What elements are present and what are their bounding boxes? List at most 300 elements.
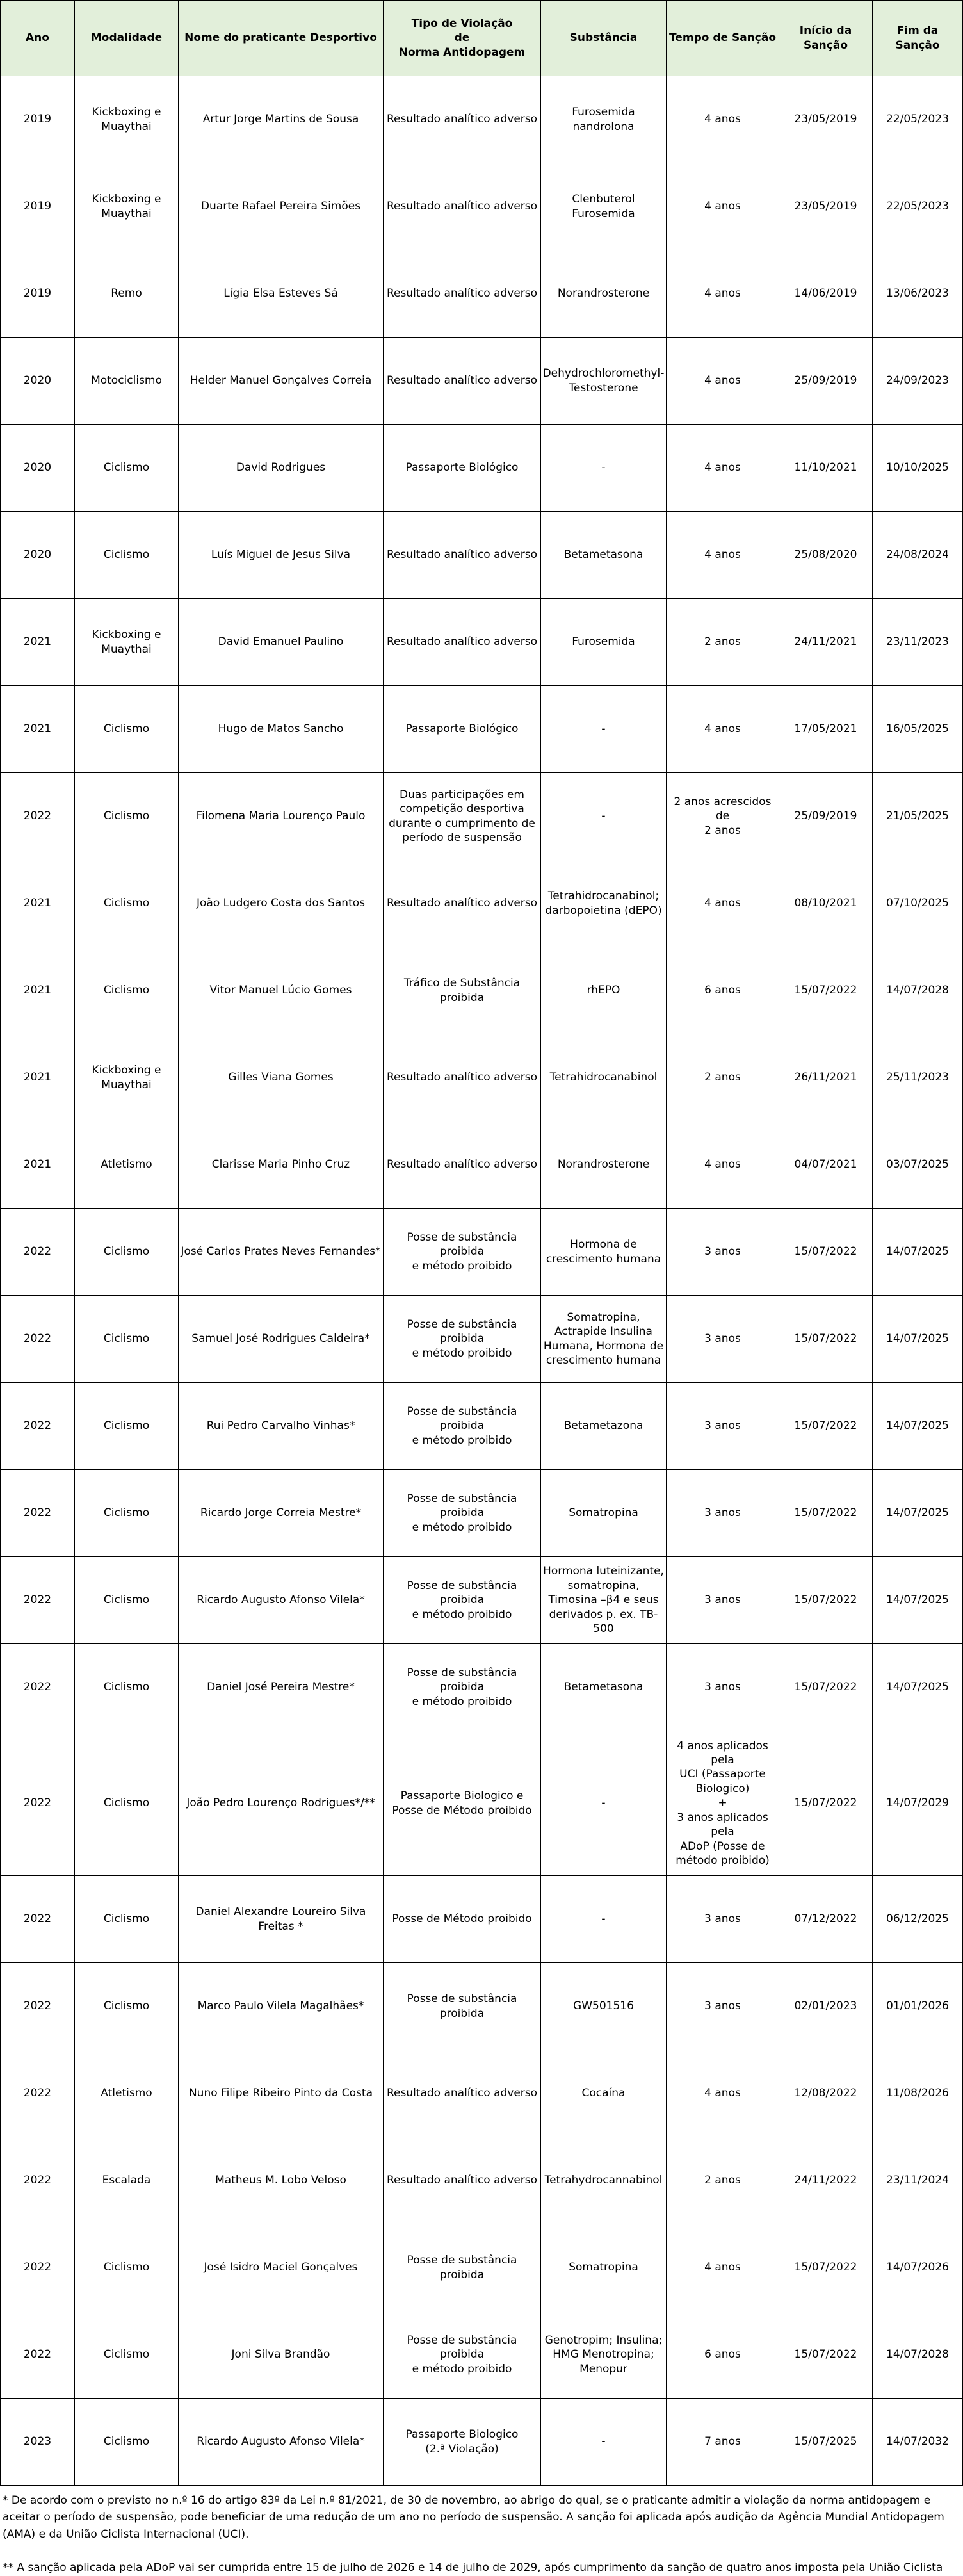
header-sport: Modalidade: [75, 1, 179, 76]
cell-sanction-end-text: 14/07/2025: [886, 1245, 949, 1259]
cell-sanction-length-text: 4 anos: [704, 200, 741, 213]
cell-year: [1, 1557, 75, 1644]
cell-violation-type-text: Passaporte Biologico (2.ª Violação): [405, 2428, 519, 2456]
cell-year: [1, 1644, 75, 1731]
cell-athlete-name-text: Nuno Filipe Ribeiro Pinto da Costa: [188, 2087, 373, 2100]
cell-sanction-start: [779, 338, 873, 425]
cell-sanction-length: [667, 1121, 779, 1209]
cell-sport-text: Ciclismo: [103, 810, 150, 823]
cell-sanction-end: [873, 2311, 963, 2399]
table-row: [1, 1557, 963, 1644]
cell-year: [1, 2137, 75, 2224]
cell-violation-type-text: Posse de substância proibida e método proibido: [407, 1492, 517, 1534]
cell-year-text: 2022: [23, 810, 52, 823]
cell-substance-text: Norandrosterone: [557, 287, 650, 300]
cell-substance: [541, 76, 667, 163]
cell-violation-type: [384, 1963, 541, 2050]
table-row: [1, 1034, 963, 1121]
cell-sanction-end: [873, 425, 963, 512]
cell-year-text: 2022: [23, 2348, 52, 2361]
cell-violation-type: [384, 2399, 541, 2486]
cell-substance: [541, 686, 667, 773]
cell-athlete-name-text: Samuel José Rodrigues Caldeira*: [191, 1332, 370, 1346]
cell-violation-type-text: Passaporte Biológico: [405, 461, 519, 475]
cell-year-text: 2022: [23, 1245, 52, 1259]
cell-year-text: 2021: [23, 1158, 52, 1171]
cell-year-text: 2019: [23, 113, 52, 126]
cell-violation-type-text: Resultado analítico adverso: [386, 548, 538, 562]
cell-sanction-start-text: 15/07/2022: [794, 2348, 857, 2361]
table-row: [1, 1470, 963, 1557]
cell-sport-text: Ciclismo: [103, 2348, 150, 2361]
cell-sanction-start-text: 15/07/2022: [794, 2261, 857, 2274]
cell-sport: [75, 1963, 179, 2050]
cell-substance-text: -: [601, 1797, 606, 1810]
cell-violation-type-text: Resultado analítico adverso: [386, 2087, 538, 2100]
cell-year-text: 2022: [23, 1419, 52, 1433]
cell-year-text: 2022: [23, 1506, 52, 1520]
cell-substance-text: Somatropina: [569, 2261, 638, 2274]
cell-sanction-length-text: 3 anos: [704, 1594, 741, 1607]
cell-athlete-name: [179, 2399, 384, 2486]
cell-athlete-name: [179, 1557, 384, 1644]
cell-sanction-end: [873, 338, 963, 425]
cell-violation-type-text: Resultado analítico adverso: [386, 200, 538, 213]
cell-year-text: 2022: [23, 2261, 52, 2274]
cell-sport: [75, 1121, 179, 1209]
cell-violation-type: [384, 1296, 541, 1383]
cell-year-text: 2020: [23, 548, 52, 562]
cell-sanction-length-text: 2 anos: [704, 2174, 741, 2187]
cell-sport-text: Remo: [111, 287, 142, 300]
table-row: [1, 2137, 963, 2224]
cell-sanction-end-text: 24/08/2024: [886, 548, 949, 562]
header-sanction-start: Início da Sanção: [779, 1, 873, 76]
cell-sanction-end-text: 06/12/2025: [886, 1912, 949, 1926]
cell-sanction-length-text: 6 anos: [704, 984, 741, 997]
cell-sanction-start-text: 25/08/2020: [794, 548, 857, 562]
cell-year: [1, 947, 75, 1034]
footnote-single-asterisk: * De acordo com o previsto no n.º 16 do artigo 83º da Lei n.º 81/2021, de 30 de novembro, ao abrigo do qual, se o praticante admitir a violação da norma antidopagem e aceitar o período de suspensão, pode beneficiar de uma redução de um ano no período de suspensão. A sanção foi aplicada após audição da Agência Mundial Antidopagem (AMA) e da União Ciclista Internacional (UCI).: [3, 2494, 944, 2541]
cell-year: [1, 425, 75, 512]
cell-sanction-start-text: 26/11/2021: [794, 1071, 857, 1084]
cell-violation-type: [384, 1470, 541, 1557]
cell-year-text: 2022: [23, 1681, 52, 1694]
cell-sport: [75, 773, 179, 860]
cell-substance-text: Somatropina: [569, 1506, 638, 1520]
cell-sanction-start: [779, 1470, 873, 1557]
cell-athlete-name-text: Lígia Elsa Esteves Sá: [223, 287, 338, 300]
table-row: [1, 1209, 963, 1296]
cell-sanction-start: [779, 1034, 873, 1121]
cell-sanction-start-text: 15/07/2022: [794, 984, 857, 997]
cell-sanction-start: [779, 512, 873, 599]
cell-sanction-length-text: 3 anos: [704, 1912, 741, 1926]
table-row: [1, 599, 963, 686]
cell-athlete-name-text: José Carlos Prates Neves Fernandes*: [181, 1245, 381, 1259]
cell-substance: [541, 1557, 667, 1644]
cell-sanction-length: [667, 1963, 779, 2050]
cell-sport-text: Atletismo: [101, 1158, 152, 1171]
header-sanction-end: Fim da Sanção: [873, 1, 963, 76]
table-row: [1, 512, 963, 599]
cell-sport-text: Ciclismo: [103, 1797, 150, 1810]
cell-sport: [75, 1383, 179, 1470]
cell-sanction-start-text: 24/11/2021: [794, 635, 857, 649]
cell-athlete-name-text: Artur Jorge Martins de Sousa: [202, 113, 359, 126]
cell-sport: [75, 2050, 179, 2137]
cell-athlete-name: [179, 1296, 384, 1383]
cell-sport-text: Ciclismo: [103, 1419, 150, 1433]
cell-sanction-start: [779, 1963, 873, 2050]
cell-year: [1, 1731, 75, 1876]
cell-athlete-name-text: Joni Silva Brandão: [231, 2348, 330, 2361]
cell-substance: [541, 2050, 667, 2137]
cell-athlete-name-text: Duarte Rafael Pereira Simões: [200, 200, 361, 213]
cell-sanction-length: [667, 2224, 779, 2311]
cell-violation-type: [384, 425, 541, 512]
cell-athlete-name-text: Gilles Viana Gomes: [228, 1071, 334, 1084]
cell-athlete-name: [179, 250, 384, 338]
cell-athlete-name-text: Ricardo Jorge Correia Mestre*: [200, 1506, 362, 1520]
cell-sanction-end-text: 14/07/2025: [886, 1594, 949, 1607]
cell-sanction-start-text: 17/05/2021: [794, 722, 857, 736]
cell-violation-type-text: Posse de substância proibida: [407, 2254, 517, 2281]
cell-athlete-name-text: Filomena Maria Lourenço Paulo: [196, 810, 366, 823]
header-athlete-name: Nome do praticante Desportivo: [179, 1, 384, 76]
cell-athlete-name: [179, 1034, 384, 1121]
cell-year: [1, 1296, 75, 1383]
cell-athlete-name: [179, 1963, 384, 2050]
cell-substance: [541, 773, 667, 860]
cell-year: [1, 2311, 75, 2399]
cell-sanction-length: [667, 1876, 779, 1963]
cell-sanction-start-text: 15/07/2025: [794, 2435, 857, 2449]
cell-sanction-end-text: 14/07/2028: [886, 2348, 949, 2361]
header-row: [1, 1, 963, 76]
cell-sanction-length: [667, 860, 779, 947]
cell-sport: [75, 1034, 179, 1121]
cell-sanction-start: [779, 1644, 873, 1731]
cell-violation-type: [384, 1731, 541, 1876]
cell-substance: [541, 947, 667, 1034]
table-row: [1, 163, 963, 250]
cell-substance: [541, 1963, 667, 2050]
cell-sport-text: Ciclismo: [103, 2000, 150, 2013]
cell-year-text: 2021: [23, 897, 52, 910]
cell-sanction-length: [667, 250, 779, 338]
cell-sanction-length: [667, 1383, 779, 1470]
cell-substance: [541, 1876, 667, 1963]
cell-sanction-start: [779, 425, 873, 512]
cell-sanction-length: [667, 686, 779, 773]
cell-sanction-length-text: 3 anos: [704, 2000, 741, 2013]
cell-sanction-start: [779, 947, 873, 1034]
cell-athlete-name-text: Hugo de Matos Sancho: [218, 722, 344, 736]
cell-year: [1, 512, 75, 599]
cell-sanction-start-text: 15/07/2022: [794, 1797, 857, 1810]
cell-sanction-length: [667, 1557, 779, 1644]
cell-violation-type: [384, 1557, 541, 1644]
cell-violation-type: [384, 947, 541, 1034]
cell-sport-text: Motociclismo: [91, 374, 162, 387]
cell-sport: [75, 1644, 179, 1731]
cell-sanction-length-text: 2 anos: [704, 1071, 741, 1084]
cell-substance: [541, 425, 667, 512]
cell-sanction-start: [779, 2311, 873, 2399]
cell-sanction-length: [667, 1034, 779, 1121]
cell-year: [1, 1383, 75, 1470]
cell-sport: [75, 1296, 179, 1383]
cell-sport: [75, 599, 179, 686]
cell-sport-text: Ciclismo: [103, 984, 150, 997]
cell-sport-text: Ciclismo: [103, 2261, 150, 2274]
cell-sport: [75, 338, 179, 425]
cell-violation-type-text: Resultado analítico adverso: [386, 287, 538, 300]
cell-sport-text: Ciclismo: [103, 1681, 150, 1694]
cell-sanction-end-text: 22/05/2023: [886, 113, 949, 126]
cell-substance-text: GW501516: [573, 2000, 634, 2013]
cell-sanction-end: [873, 773, 963, 860]
cell-sanction-start-text: 15/07/2022: [794, 1681, 857, 1694]
cell-sanction-start: [779, 1876, 873, 1963]
cell-athlete-name: [179, 773, 384, 860]
table-row: [1, 1963, 963, 2050]
cell-violation-type: [384, 2050, 541, 2137]
cell-substance-text: Norandrosterone: [557, 1158, 650, 1171]
cell-sanction-end-text: 10/10/2025: [886, 461, 949, 475]
cell-sanction-length: [667, 1209, 779, 1296]
cell-violation-type: [384, 773, 541, 860]
cell-violation-type-text: Resultado analítico adverso: [386, 2174, 538, 2187]
cell-violation-type: [384, 2137, 541, 2224]
cell-violation-type: [384, 1209, 541, 1296]
cell-sanction-start: [779, 599, 873, 686]
table-body: [1, 76, 963, 2486]
cell-sanction-start-text: 25/09/2019: [794, 810, 857, 823]
cell-sanction-length: [667, 1470, 779, 1557]
cell-year: [1, 1209, 75, 1296]
header-year: Ano: [1, 1, 75, 76]
cell-sanction-start: [779, 2050, 873, 2137]
cell-sport-text: Ciclismo: [103, 897, 150, 910]
table-row: [1, 773, 963, 860]
cell-sanction-end-text: 13/06/2023: [886, 287, 949, 300]
cell-substance-text: Betametasona: [563, 548, 643, 562]
cell-sanction-length-text: 4 anos aplicados pela UCI (Passaporte Biologico) + 3 anos aplicados pela ADoP (Posse de método proibido): [676, 1739, 770, 1868]
cell-sport-text: Ciclismo: [103, 461, 150, 475]
cell-sanction-start: [779, 860, 873, 947]
cell-sanction-start-text: 15/07/2022: [794, 1594, 857, 1607]
cell-year-text: 2019: [23, 287, 52, 300]
cell-sanction-end: [873, 686, 963, 773]
cell-sanction-end-text: 14/07/2025: [886, 1419, 949, 1433]
cell-sanction-length-text: 2 anos acrescidos de 2 anos: [674, 795, 772, 837]
cell-year-text: 2022: [23, 2174, 52, 2187]
cell-sanction-end: [873, 1876, 963, 1963]
header-substance: Substância: [541, 1, 667, 76]
cell-violation-type: [384, 338, 541, 425]
cell-athlete-name: [179, 512, 384, 599]
cell-substance: [541, 1470, 667, 1557]
cell-violation-type-text: Resultado analítico adverso: [386, 113, 538, 126]
cell-substance: [541, 512, 667, 599]
cell-substance-text: Hormona de crescimento humana: [546, 1238, 661, 1266]
cell-sanction-start: [779, 76, 873, 163]
cell-violation-type: [384, 1121, 541, 1209]
table-header: [1, 1, 963, 76]
cell-sport-text: Escalada: [102, 2174, 151, 2187]
cell-sanction-end: [873, 2399, 963, 2486]
cell-year: [1, 1876, 75, 1963]
cell-sanction-start-text: 15/07/2022: [794, 1245, 857, 1259]
cell-substance-text: -: [601, 461, 606, 475]
table-row: [1, 2050, 963, 2137]
cell-sport: [75, 1470, 179, 1557]
cell-sanction-end: [873, 1963, 963, 2050]
cell-year: [1, 2224, 75, 2311]
cell-year: [1, 773, 75, 860]
cell-sport: [75, 250, 179, 338]
cell-year: [1, 163, 75, 250]
cell-substance-text: Tetrahydrocannabinol: [544, 2174, 663, 2187]
cell-sanction-start-text: 12/08/2022: [794, 2087, 857, 2100]
cell-sport-text: Ciclismo: [103, 722, 150, 736]
cell-sport-text: Ciclismo: [103, 1332, 150, 1346]
cell-sanction-length-text: 3 anos: [704, 1245, 741, 1259]
header-violation-type: Tipo de Violação de Norma Antidopagem: [384, 1, 541, 76]
cell-sport: [75, 947, 179, 1034]
cell-sanction-start-text: 25/09/2019: [794, 374, 857, 387]
cell-year: [1, 2050, 75, 2137]
cell-substance: [541, 1296, 667, 1383]
cell-sanction-start: [779, 2137, 873, 2224]
cell-year-text: 2021: [23, 635, 52, 649]
table-row: [1, 1383, 963, 1470]
cell-sanction-start-text: 15/07/2022: [794, 1506, 857, 1520]
cell-athlete-name-text: João Pedro Lourenço Rodrigues*/**: [186, 1797, 375, 1810]
cell-year-text: 2021: [23, 722, 52, 736]
cell-sport-text: Atletismo: [101, 2087, 152, 2100]
cell-substance-text: -: [601, 810, 606, 823]
cell-sanction-end: [873, 947, 963, 1034]
cell-sanction-start-text: 11/10/2021: [794, 461, 857, 475]
cell-sport: [75, 1557, 179, 1644]
cell-violation-type: [384, 860, 541, 947]
cell-sanction-end-text: 14/07/2028: [886, 984, 949, 997]
cell-sanction-end: [873, 512, 963, 599]
cell-sport-text: Ciclismo: [103, 1912, 150, 1926]
cell-athlete-name-text: Clarisse Maria Pinho Cruz: [211, 1158, 350, 1171]
cell-sanction-end: [873, 860, 963, 947]
cell-substance: [541, 338, 667, 425]
cell-sanction-length-text: 4 anos: [704, 1158, 741, 1171]
table-row: [1, 2311, 963, 2399]
cell-athlete-name-text: Matheus M. Lobo Veloso: [215, 2174, 346, 2187]
cell-sanction-end: [873, 1296, 963, 1383]
cell-sanction-length: [667, 2137, 779, 2224]
table-row: [1, 2399, 963, 2486]
cell-sanction-start: [779, 163, 873, 250]
cell-sanction-length-text: 4 anos: [704, 548, 741, 562]
cell-violation-type-text: Posse de substância proibida e método proibido: [407, 1405, 517, 1447]
cell-sanction-start: [779, 1209, 873, 1296]
cell-sanction-start-text: 08/10/2021: [794, 897, 857, 910]
cell-sanction-length-text: 3 anos: [704, 1332, 741, 1346]
cell-athlete-name-text: Vitor Manuel Lúcio Gomes: [209, 984, 352, 997]
cell-substance: [541, 2137, 667, 2224]
cell-sanction-start: [779, 686, 873, 773]
cell-athlete-name-text: Ricardo Augusto Afonso Vilela*: [197, 2435, 365, 2449]
cell-sanction-end-text: 16/05/2025: [886, 722, 949, 736]
cell-sport: [75, 425, 179, 512]
cell-sanction-end: [873, 1209, 963, 1296]
cell-sanction-start-text: 07/12/2022: [794, 1912, 857, 1926]
cell-year: [1, 1121, 75, 1209]
cell-substance-text: Cocaína: [581, 2087, 626, 2100]
cell-athlete-name: [179, 599, 384, 686]
cell-sanction-length-text: 3 anos: [704, 1419, 741, 1433]
cell-sport: [75, 2311, 179, 2399]
cell-year-text: 2022: [23, 1332, 52, 1346]
cell-sanction-end: [873, 1034, 963, 1121]
cell-substance-text: Somatropina, Actrapide Insulina Humana, Hormona de crescimento humana: [543, 1310, 664, 1367]
cell-year-text: 2019: [23, 200, 52, 213]
cell-violation-type-text: Posse de substância proibida e método proibido: [407, 1579, 517, 1621]
table-row: [1, 338, 963, 425]
cell-sanction-length: [667, 76, 779, 163]
cell-substance-text: -: [601, 2435, 606, 2449]
cell-violation-type: [384, 163, 541, 250]
cell-athlete-name-text: José Isidro Maciel Gonçalves: [204, 2261, 358, 2274]
cell-sanction-end-text: 14/07/2025: [886, 1332, 949, 1346]
cell-year: [1, 2399, 75, 2486]
cell-substance: [541, 1209, 667, 1296]
cell-sanction-start: [779, 1731, 873, 1876]
cell-sanction-end: [873, 2137, 963, 2224]
cell-substance-text: Furosemida nandrolona: [572, 106, 635, 133]
table-row: [1, 76, 963, 163]
cell-substance: [541, 860, 667, 947]
cell-violation-type-text: Posse de substância proibida: [407, 1993, 517, 2020]
cell-substance-text: rhEPO: [587, 984, 620, 997]
table-row: [1, 1296, 963, 1383]
cell-violation-type-text: Resultado analítico adverso: [386, 374, 538, 387]
cell-substance-text: Tetrahidrocanabinol; darbopoietina (dEPO): [545, 890, 662, 917]
cell-athlete-name-text: David Rodrigues: [236, 461, 326, 475]
cell-year-text: 2021: [23, 1071, 52, 1084]
cell-violation-type: [384, 250, 541, 338]
cell-violation-type-text: Posse de substância proibida e método proibido: [407, 1666, 517, 1708]
cell-sport: [75, 1876, 179, 1963]
cell-athlete-name: [179, 76, 384, 163]
cell-year-text: 2022: [23, 1594, 52, 1607]
cell-sport-text: Ciclismo: [103, 1594, 150, 1607]
cell-sanction-end: [873, 250, 963, 338]
cell-year-text: 2022: [23, 1912, 52, 1926]
cell-violation-type: [384, 2311, 541, 2399]
cell-sport-text: Kickboxing e Muaythai: [92, 1064, 161, 1091]
cell-substance-text: Furosemida: [572, 635, 635, 649]
cell-sanction-length: [667, 2311, 779, 2399]
cell-sanction-start-text: 23/05/2019: [794, 200, 857, 213]
cell-athlete-name-text: David Emanuel Paulino: [218, 635, 344, 649]
cell-athlete-name-text: Daniel Alexandre Loureiro Silva Freitas *: [195, 1905, 366, 1933]
cell-sanction-length: [667, 2399, 779, 2486]
cell-sanction-end-text: 07/10/2025: [886, 897, 949, 910]
cell-year-text: 2020: [23, 461, 52, 475]
cell-sport-text: Kickboxing e Muaythai: [92, 193, 161, 220]
